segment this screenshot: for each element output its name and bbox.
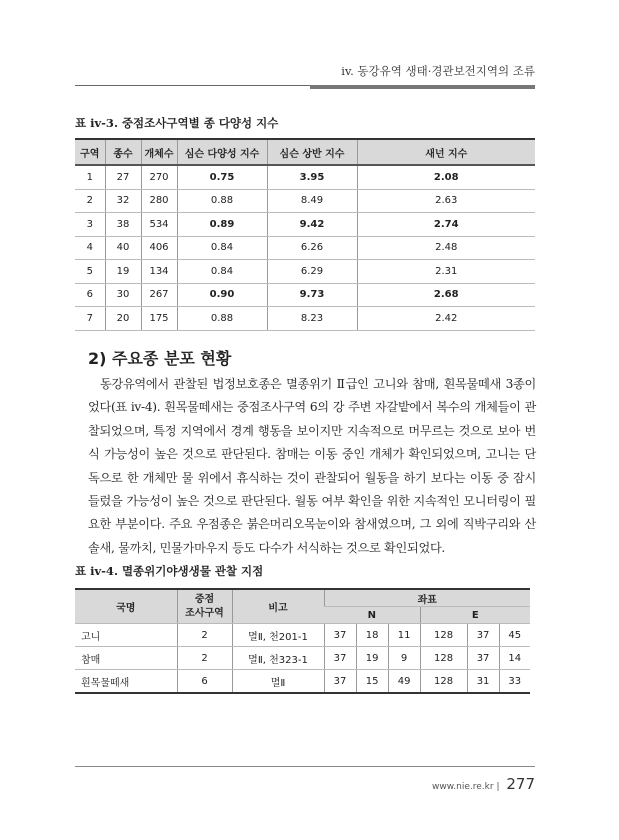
table-cell: 128 [420,670,467,694]
table-cell: 175 [141,307,177,331]
table-cell: 0.88 [177,307,267,331]
page-number: 277 [506,775,535,793]
table-cell: 20 [105,307,141,331]
table-cell: 2.63 [357,189,535,213]
table-row [75,670,530,694]
table-cell: 참매 [75,647,177,670]
table-cell: 32 [105,189,141,213]
body-paragraph: 동강유역에서 관찰된 법정보호종은 멸종위기 Ⅱ급인 고니와 참매, 흰목물떼새 3종이었다(표 iv-4). 흰목물떼새는 중점조사구역 6의 강 주변 자갈밭에서 복수의 개체들이 관찰되었으며, 특정 지역에서 경계 행동을 보이지만 지속적으로 머무르는 것으로 보아 번식 가능성이 높은 것으로 판단된다. 참매는 이동 중인 개체가 확인되었으며, 고니는 단독으로 한 개체만 물 위에서 휴식하는 것이 관찰되어 월동을 하기 보다는 이동 중 잠시 들렀을 가능성이 높은 것으로 판단된다. 월동 여부 확인을 위한 지속적인 모니터링이 필요한 부분이다. 주요 우점종은 붉은머리오목눈이와 참새였으며, 그 외에 직박구리와 산솔새, 물까치, 민물가마우지 등도 다수가 서식하는 것으로 확인되었다. [88,377,536,555]
table-row [75,307,535,331]
table-cell: 280 [141,189,177,213]
table-row [75,165,535,189]
table-cell: 15 [356,670,388,694]
table-cell: 406 [141,236,177,260]
table-cell: 2 [75,189,105,213]
endangered-species-table [75,588,530,694]
table-cell: 9 [388,647,420,670]
table2-caption: 표 iv-4. 멸종위기야생생물 관찰 지점 [75,564,264,578]
table-cell: 2.42 [357,307,535,331]
table-cell: 45 [499,624,530,647]
table-cell: 멸Ⅱ, 천201-1 [232,624,324,647]
col-zone: 중점 조사구역 [177,589,232,624]
table-cell: 8.23 [267,307,357,331]
table-row [75,283,535,307]
col-n: N [324,607,420,624]
header-accent-bar [310,85,535,89]
table-cell: 0.84 [177,260,267,284]
column-header: 새넌 지수 [357,139,535,165]
table-row [75,260,535,284]
table-cell: 5 [75,260,105,284]
table-cell: 19 [356,647,388,670]
table-row [75,647,530,670]
table1-caption: 표 iv-3. 중점조사구역별 종 다양성 지수 [75,116,279,130]
col-name: 국명 [75,589,177,624]
table-cell: 3 [75,213,105,237]
table-cell: 2.74 [357,213,535,237]
table-cell: 38 [105,213,141,237]
footer [432,775,535,793]
table-cell: 128 [420,647,467,670]
table-cell: 6.29 [267,260,357,284]
footer-separator: | [496,782,500,792]
table-cell: 37 [467,624,499,647]
table-cell: 534 [141,213,177,237]
column-header: 종수 [105,139,141,165]
table-cell: 33 [499,670,530,694]
table-row [75,213,535,237]
table-cell: 27 [105,165,141,189]
table-cell: 267 [141,283,177,307]
table-row [75,624,530,647]
col-note: 비고 [232,589,324,624]
col-e: E [420,607,530,624]
table-cell: 0.84 [177,236,267,260]
table-cell: 4 [75,236,105,260]
footer-rule [75,766,535,767]
table-cell: 2.68 [357,283,535,307]
table-cell: 37 [467,647,499,670]
table-cell: 1 [75,165,105,189]
table-cell: 49 [388,670,420,694]
table-cell: 2 [177,647,232,670]
table-cell: 40 [105,236,141,260]
column-header: 개체수 [141,139,177,165]
table-cell: 2.08 [357,165,535,189]
table-cell: 2 [177,624,232,647]
table-cell: 9.42 [267,213,357,237]
table-cell: 6.26 [267,236,357,260]
table-cell: 0.75 [177,165,267,189]
table-cell: 31 [467,670,499,694]
table-cell: 9.73 [267,283,357,307]
table-cell: 11 [388,624,420,647]
table-cell: 37 [324,647,356,670]
table-cell: 134 [141,260,177,284]
footer-url: www.nie.re.kr [432,782,494,792]
table-cell: 30 [105,283,141,307]
table-cell: 8.49 [267,189,357,213]
column-header: 심슨 다양성 지수 [177,139,267,165]
table-cell: 0.88 [177,189,267,213]
table-cell: 멸Ⅱ [232,670,324,694]
table-cell: 270 [141,165,177,189]
table-cell: 0.90 [177,283,267,307]
table-cell: 6 [75,283,105,307]
table-cell: 0.89 [177,213,267,237]
table-cell: 멸Ⅱ, 천323-1 [232,647,324,670]
column-header: 구역 [75,139,105,165]
diversity-table [75,138,535,331]
section-title: 2) 주요종 분포 현황 [88,349,232,368]
table-cell: 7 [75,307,105,331]
table-cell: 19 [105,260,141,284]
table-row [75,236,535,260]
table-row [75,189,535,213]
table-cell: 2.48 [357,236,535,260]
table-cell: 2.31 [357,260,535,284]
table-cell: 18 [356,624,388,647]
table-cell: 14 [499,647,530,670]
column-header: 심슨 상반 지수 [267,139,357,165]
table-cell: 37 [324,624,356,647]
col-coord: 좌표 [324,589,530,607]
table-cell: 128 [420,624,467,647]
chapter-header: iv. 동강유역 생태·경관보전지역의 조류 [341,64,535,78]
table-cell: 3.95 [267,165,357,189]
table-cell: 6 [177,670,232,694]
table-cell: 흰목물떼새 [75,670,177,694]
table-cell: 37 [324,670,356,694]
table-cell: 고니 [75,624,177,647]
